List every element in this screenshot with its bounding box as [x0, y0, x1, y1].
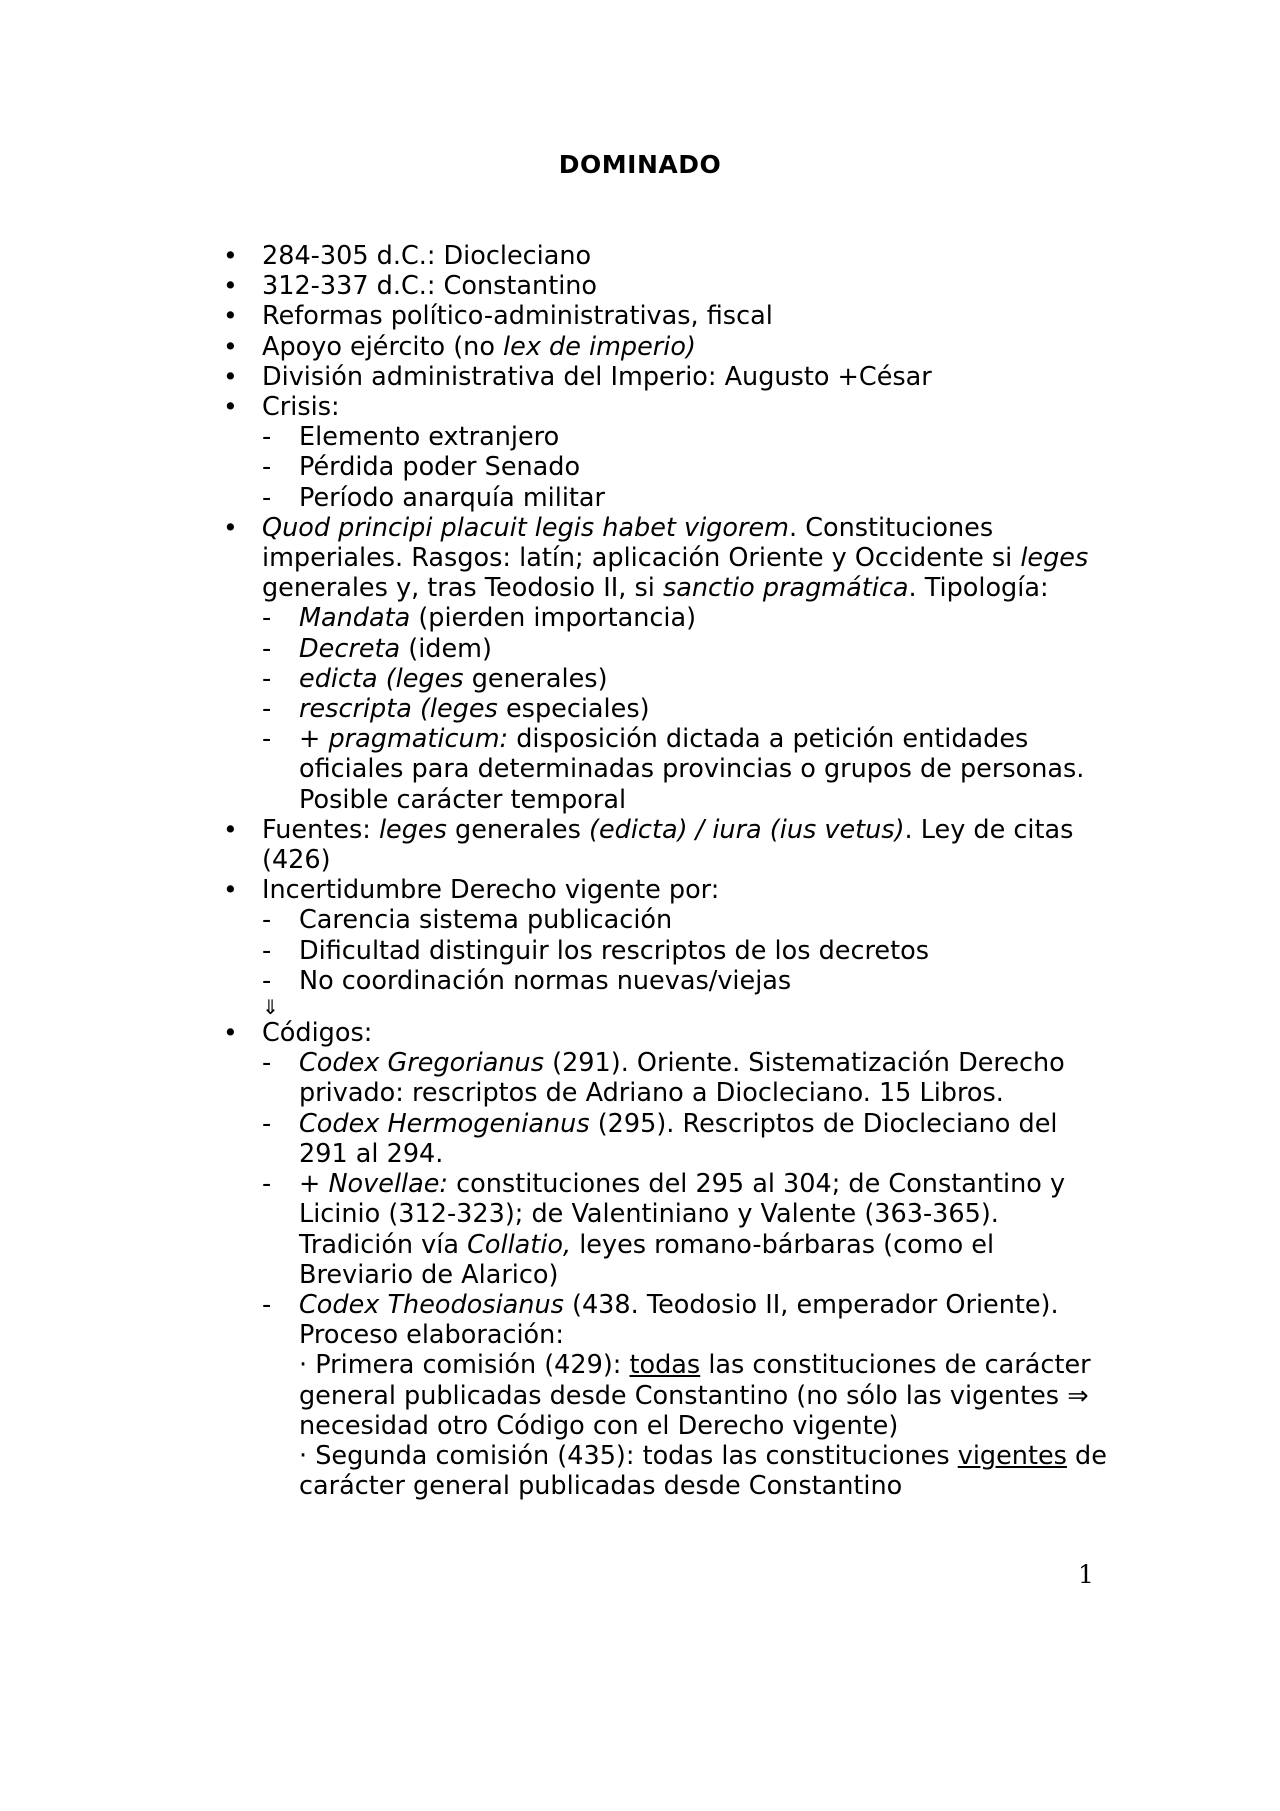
sub-list-item: - Codex Theodosianus (438. Teodosio II, emperador Oriente). Proceso elaboración: [262, 1289, 1059, 1351]
sub-list-item: - Codex Gregorianus (291). Oriente. Sistematización Derecho privado: rescriptos de Adriano a Diocleciano. 15 Libros. [262, 1048, 1065, 1109]
list-item: • Incertidumbre Derecho vigente por: [223, 875, 720, 906]
list-item: • Fuentes: leges generales (edicta) / iura (ius vetus). Ley de citas (426) [223, 814, 1074, 876]
sub-list-item: - + pragmaticum: disposición dictada a petición entidades oficiales para determinadas provincias o grupos de personas. Posible carácter temporal [262, 724, 1085, 815]
list-item: • Códigos: [223, 1018, 373, 1049]
bullet-icon: • [223, 241, 238, 270]
bullet-icon: • [223, 301, 238, 331]
list-item: • División administrativa del Imperio: Augusto +César [223, 361, 932, 392]
sub-list-item: - Período anarquía militar [262, 482, 606, 513]
bullet-icon: • [223, 331, 238, 361]
bullet-icon: • [223, 392, 238, 422]
sub-list-item: - Pérdida poder Senado [262, 452, 581, 483]
document-body [223, 241, 1112, 1502]
list-item: • 312-337 d.C.: Constantino [223, 271, 598, 302]
sub-list-item: - Decreta (idem) [262, 633, 492, 664]
page-number: 1 [1078, 1560, 1094, 1589]
down-arrow-icon: ⇓ [262, 995, 279, 1020]
bullet-icon: • [223, 512, 238, 542]
sub-list-item: - edicta (leges generales) [262, 663, 608, 694]
bullet-icon: • [223, 361, 238, 391]
list-item: • 284-305 d.C.: Diocleciano [223, 241, 592, 271]
sub-list-item: - Mandata (pierden importancia) [262, 603, 697, 634]
list-item: • Reformas político-administrativas, fiscal [223, 301, 773, 332]
sub-list-item: - Codex Hermogenianus (295). Rescriptos de Diocleciano del 291 al 294. [262, 1108, 1058, 1169]
bullet-icon: • [223, 814, 238, 844]
sub-list-item: - No coordinación normas nuevas/viejas [262, 965, 792, 996]
bullet-icon: • [223, 271, 238, 301]
page-title: DOMINADO [558, 150, 722, 179]
sub-list-item: - Dificultad distinguir los rescriptos de los decretos [262, 935, 929, 966]
bullet-icon: • [223, 875, 238, 905]
sub-list-item: - Elemento extranjero [262, 422, 560, 453]
sub-list-item: - Carencia sistema publicación [262, 905, 673, 936]
list-item: • Apoyo ejército (no lex de imperio) [223, 331, 696, 362]
sub-paragraph: · Primera comisión (429): todas las constituciones de carácter general publicadas desde Constantino (no sólo las vigentes ⇒ necesidad otro Código con el Derecho vigente) [299, 1350, 1091, 1441]
sub-list-item: - + Novellae: constituciones del 295 al 304; de Constantino y Licinio (312-323); de Valentiniano y Valente (363-365). Tradición vía Collatio, leyes romano-bárbaras (como el Breviario de Alarico) [262, 1169, 1066, 1290]
bullet-icon: • [223, 1018, 238, 1048]
sub-list-item: - rescripta (leges especiales) [262, 694, 650, 725]
list-item: • Quod principi placuit legis habet vigorem. Constituciones imperiales. Rasgos: latín; aplicación Oriente y Occidente si leges generales y, tras Teodosio II, si sanctio pragmática. Tipología: [223, 512, 1089, 604]
list-item: • Crisis: [223, 392, 340, 423]
sub-paragraph: · Segunda comisión (435): todas las constituciones vigentes de carácter general publicadas desde Constantino [299, 1440, 1107, 1502]
